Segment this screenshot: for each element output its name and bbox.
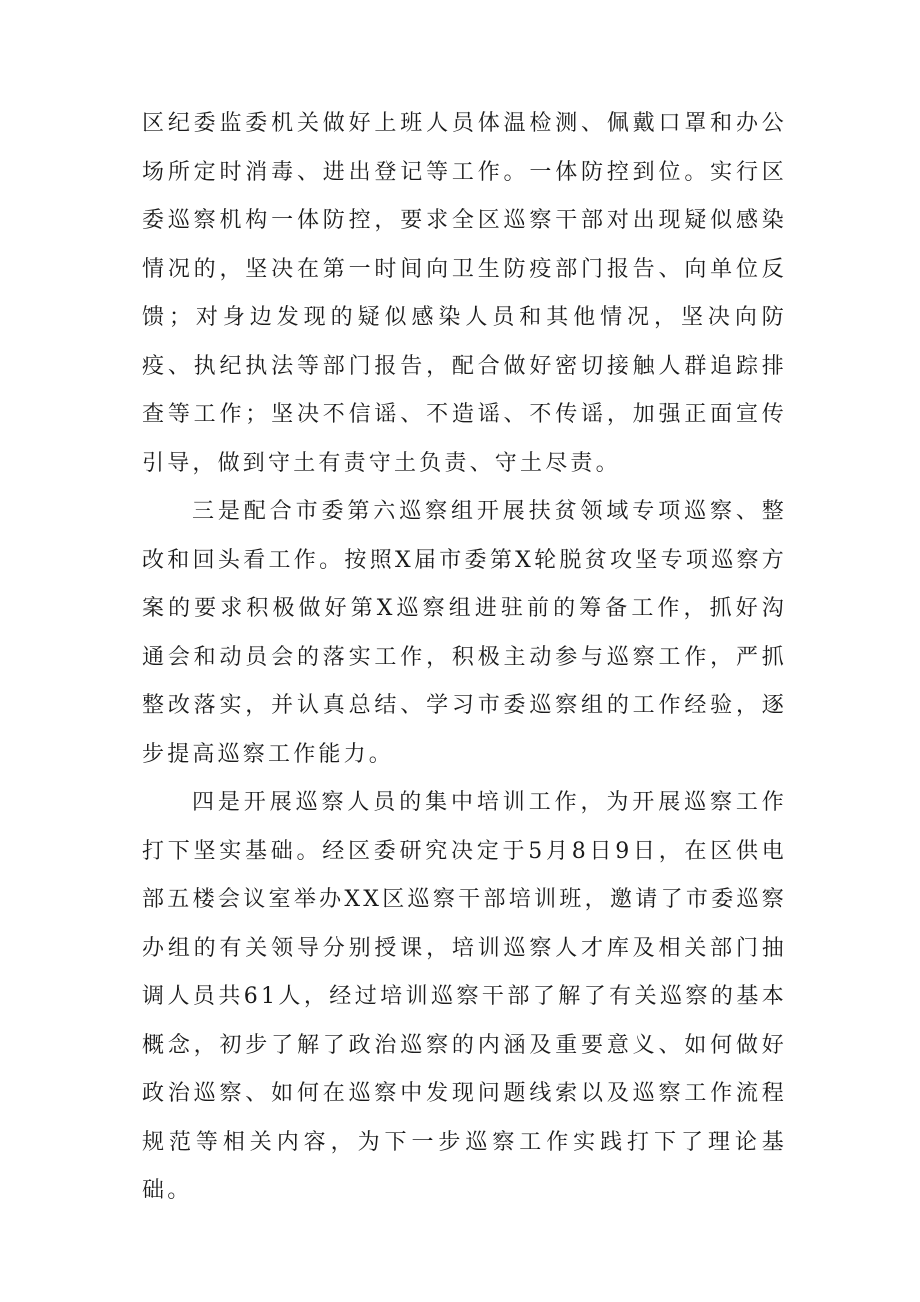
paragraph-poverty-inspection: 三是配合市委第六巡察组开展扶贫领域专项巡察、整改和回头看工作。按照X届市委第X轮脱贫攻坚专项巡察方案的要求积极做好第X巡察组进驻前的筹备工作，抓好沟通会和动员会的落实工作，积极主动参与巡察工作，严抓整改落实，并认真总结、学习市委巡察组的工作经验，逐步提高巡察工作能力。: [142, 499, 787, 767]
document-page: [142, 100, 787, 1216]
paragraph-inspector-training: 四是开展巡察人员的集中培训工作，为开展巡察工作打下坚实基础。经区委研究决定于5月8日9日，在区供电部五楼会议室举办XX区巡察干部培训班，邀请了市委巡察办组的有关领导分别授课，培训巡察人才库及相关部门抽调人员共61人，经过培训巡察干部了解了有关巡察的基本概念，初步了解了政治巡察的内涵及重要意义、如何做好政治巡察、如何在巡察中发现问题线索以及巡察工作流程规范等相关内容，为下一步巡察工作实践打下了理论基础。: [142, 790, 787, 1203]
paragraph-epidemic-control: 区纪委监委机关做好上班人员体温检测、佩戴口罩和办公场所定时消毒、进出登记等工作。一体防控到位。实行区委巡察机构一体防控，要求全区巡察干部对出现疑似感染情况的，坚决在第一时间向卫生防疫部门报告、向单位反馈；对身边发现的疑似感染人员和其他情况，坚决向防疫、执纪执法等部门报告，配合做好密切接触人群追踪排查等工作；坚决不信谣、不造谣、不传谣，加强正面宣传引导，做到守土有责守土负责、守土尽责。: [142, 111, 787, 476]
